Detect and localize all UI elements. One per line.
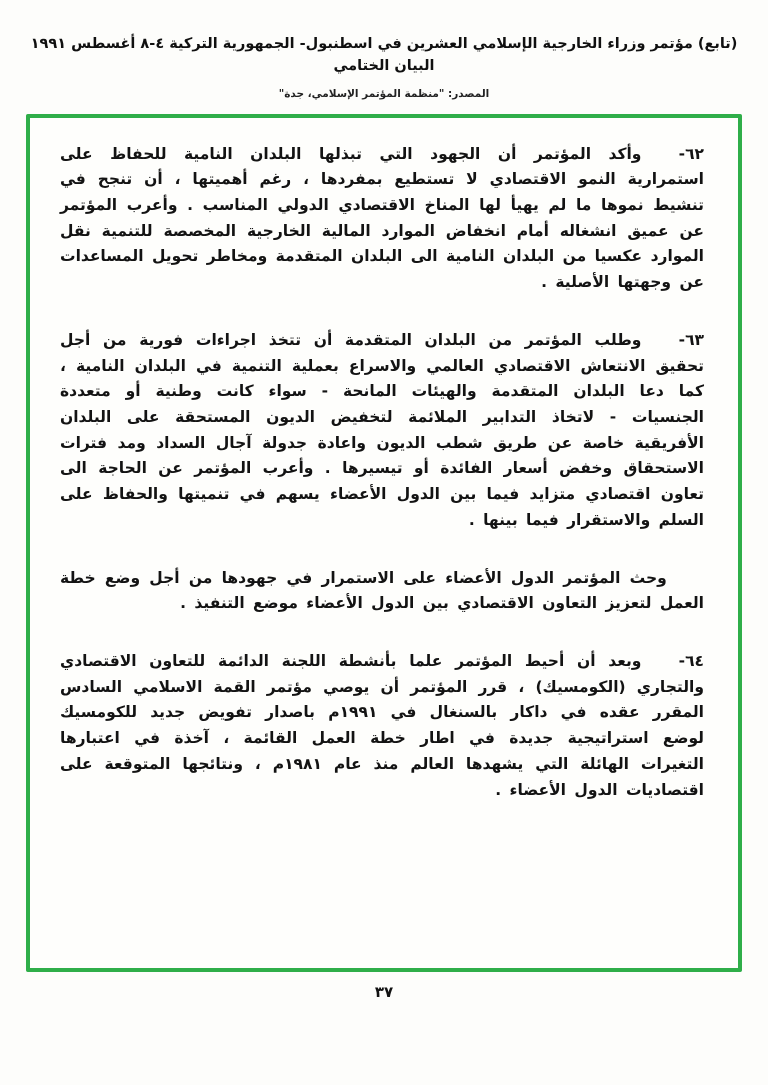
document-title: (تابع) مؤتمر وزراء الخارجية الإسلامي العشرين في اسطنبول- الجمهورية التركية ٤-٨ أغسطس ١٩٩١ البيان الختامي [30,36,738,74]
page-footer [0,982,768,1001]
paragraph-text: وحث المؤتمر الدول الأعضاء على الاستمرار في جهودها من أجل وضع خطة العمل لتعزيز التعاون الاقتصادي بين الدول الأعضاء موضع التنفيذ . [60,568,704,613]
paragraph-text: وبعد أن أحيط المؤتمر علما بأنشطة اللجنة الدائمة للتعاون الاقتصادي والتجاري (الكومسيك) ، قرر المؤتمر أن يوصي مؤتمر القمة الاسلامي السادس المقرر عقده في داكار بالسنغال في ١٩٩١م باصدار تفويض جديد للكومسيك لوضع استراتيجية جديدة في اطار خطة العمل القائمة ، آخذة في اعتبارها التغيرات الهائلة التي يشهدها العالم منذ عام ١٩٨١م ، ونتائجها المتوقعة على اقتصاديات الدول الأعضاء . [60,652,704,799]
paragraph-number: ٦٣- [678,330,704,349]
document-source: المصدر: "منظمة المؤتمر الإسلامي، جدة" [278,87,490,100]
paragraph-64 [60,649,704,803]
paragraph-62 [60,142,704,296]
paragraph-number: ٦٤- [678,652,704,670]
content-box [26,114,742,972]
paragraph-63 [60,328,704,534]
paragraph-text: وطلب المؤتمر من البلدان المتقدمة أن تتخذ اجراءات فورية من أجل تحقيق الانتعاش الاقتصادي العالمي والاسراع بعملية التنمية في البلدان النامية ، كما دعا البلدان المتقدمة والهيئات المانحة - سواء كانت وطنية أو متعددة الجنسيات - لاتخاذ التدابير الملائمة لتخفيض الديون المستحقة على البلدان الأفريقية خاصة عن طريق شطب الديون واعادة جدولة آجال السداد ومد فترات الاستحقاق وخفض أسعار الفائدة أو تيسيرها . وأعرب المؤتمر عن الحاجة الى تعاون اقتصادي متزايد فيما بين الدول الأعضاء يسهم في تنميتها والحفاظ على السلم والاستقرار فيما بينها . [60,330,704,529]
document-header [0,0,768,100]
paragraph-text: وأكد المؤتمر أن الجهود التي تبذلها البلدان النامية للحفاظ على استمرارية النمو الاقتصادي لا تستطيع بمفردها ، رغم أهميتها ، أن تنجح في تنشيط نموها ما لم يهيأ لها المناخ الاقتصادي الدولي المناسب . وأعرب المؤتمر عن عميق انشغاله أمام انخفاض الموارد المالية الخارجية المخصصة للتنمية نقل الموارد عكسيا من البلدان النامية الى البلدان المتقدمة ومخاطر تحويل المساعدات عن وجهتها الأصلية . [60,144,704,292]
paragraph-unnumbered [60,566,704,617]
page-number: ٣٧ [374,982,394,1001]
paragraph-number: ٦٢- [678,144,704,163]
